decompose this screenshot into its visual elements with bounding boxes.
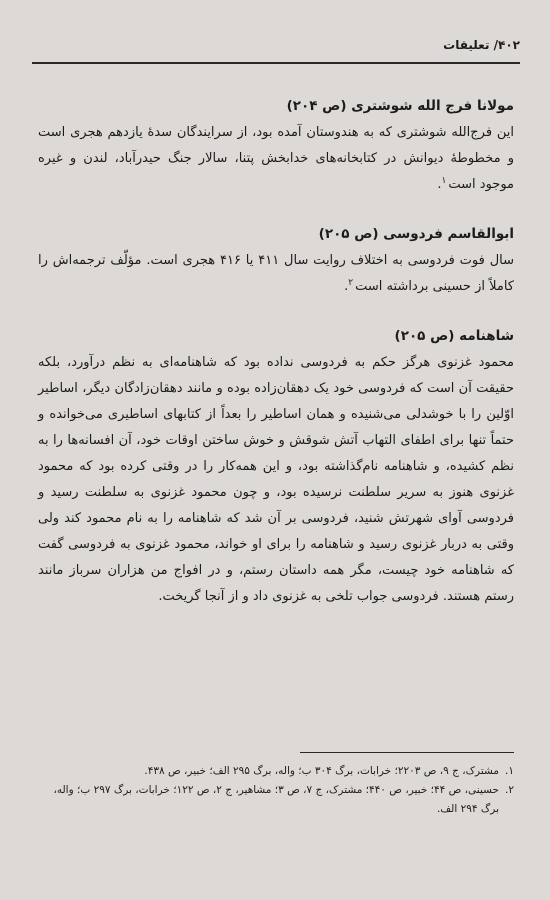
section-paragraph: سال فوت فردوسی به اختلاف روایت سال ۴۱۱ یا ۴۱۶ هجری است. مؤلّف ترجمه‌اش را کاملاً از حسینی برداشته است$^۲$. — [38, 253, 514, 294]
footnote-item — [38, 762, 514, 781]
section-paragraph: این فرج‌الله شوشتری که به هندوستان آمده بود، از سرایندگان سدهٔ یازدهم هجری است و مخطوطهٔ دیوانش در کتابخانه‌های خدابخش پتنا، سالار جنگ حیدرآباد، لندن و غیره موجود است$^۱$. — [38, 125, 514, 192]
header-rule — [32, 62, 520, 64]
section-paragraph: محمود غزنوی هرگز حکم به فردوسی نداده بود که شاهنامه‌ای به نظم درآورد، بلکه حقیقت آن است که فردوسی خود یک دهقان‌زاده بوده و مانند دهقان‌زادگان دیگر، اساطیر اوّلین را با خوشدلی می‌شنیده و همان اساطیر را بعداً از کتابهای اساطیری می‌خوانده و حتماً تنها برای اطفای التهاب آتش شوقش و خوش ساختن اوقات خود، آن افسانه‌ها را به نظم کشیده، و شاهنامه نام‌گذاشته بود، و این همه‌کار را در وقتی کرده بود که محمود غزنوی هنوز به سریر سلطنت نرسیده بود، و چون محمود غزنوی به سلطنت رسید و فردوسی آوای شهرتش شنید، فردوسی بر آن شد که شاهنامه را به نام محمود کند ولی وقتی به دربار غزنوی رسید و شاهنامه را برای او خواند، محمود غزنوی به فردوسی گفت که شاهنامه خود چیست، مگر همه داستان رستم، و در افواج من هزاران سرباز مانند رستم هستند. فردوسی جواب تلخی به غزنوی داد و از آنجا گریخت. — [38, 355, 514, 604]
footnote-text: حسینی، ص ۴۴؛ خبیر، ص ۴۴۰؛ مشترک، ج ۷، ص ۳؛ مشاهیر، ج ۲، ص ۱۲۲؛ خرابات، برگ ۲۹۷ ب؛ واله، برگ ۲۹۴ الف. — [53, 784, 500, 815]
paragraph-text: این فرج‌الله شوشتری که به هندوستان آمده بود، از سرایندگان سدهٔ یازدهم هجری است و مخطوطهٔ دیوانش در کتابخانه‌های خدابخش پتنا، سالار جنگ حیدرآباد، لندن و غیره موجود است — [38, 125, 514, 192]
running-head: ۴۰۲/ تعلیقات — [443, 38, 520, 52]
footnotes — [38, 762, 514, 819]
footnote-rule — [300, 752, 514, 753]
paragraph-text: سال فوت فردوسی به اختلاف روایت سال ۴۱۱ یا ۴۱۶ هجری است. مؤلّف ترجمه‌اش را کاملاً از حسینی برداشته است — [38, 253, 514, 294]
main-text — [38, 92, 514, 632]
section-title: ابوالقاسم فردوسی (ص ۲۰۵) — [318, 226, 514, 242]
section-title: شاهنامه (ص ۲۰۵) — [394, 328, 514, 344]
footnote-ref: ۱ — [441, 175, 447, 186]
footnote-number: ۲. — [505, 784, 514, 796]
section-farajollah — [38, 92, 514, 198]
section-ferdowsi — [38, 220, 514, 300]
section-shahnameh — [38, 322, 514, 610]
footnote-item — [38, 781, 514, 819]
footnote-ref: ۲ — [348, 277, 354, 288]
footnote-number: ۱. — [505, 765, 514, 777]
section-title: مولانا فرج الله شوشتری (ص ۲۰۴) — [286, 98, 514, 114]
footnote-text: مشترک، ج ۹، ص ۲۲۰۳؛ خرابات، برگ ۳۰۴ ب؛ واله، برگ ۲۹۵ الف؛ خبیر، ص ۴۳۸. — [144, 765, 500, 777]
